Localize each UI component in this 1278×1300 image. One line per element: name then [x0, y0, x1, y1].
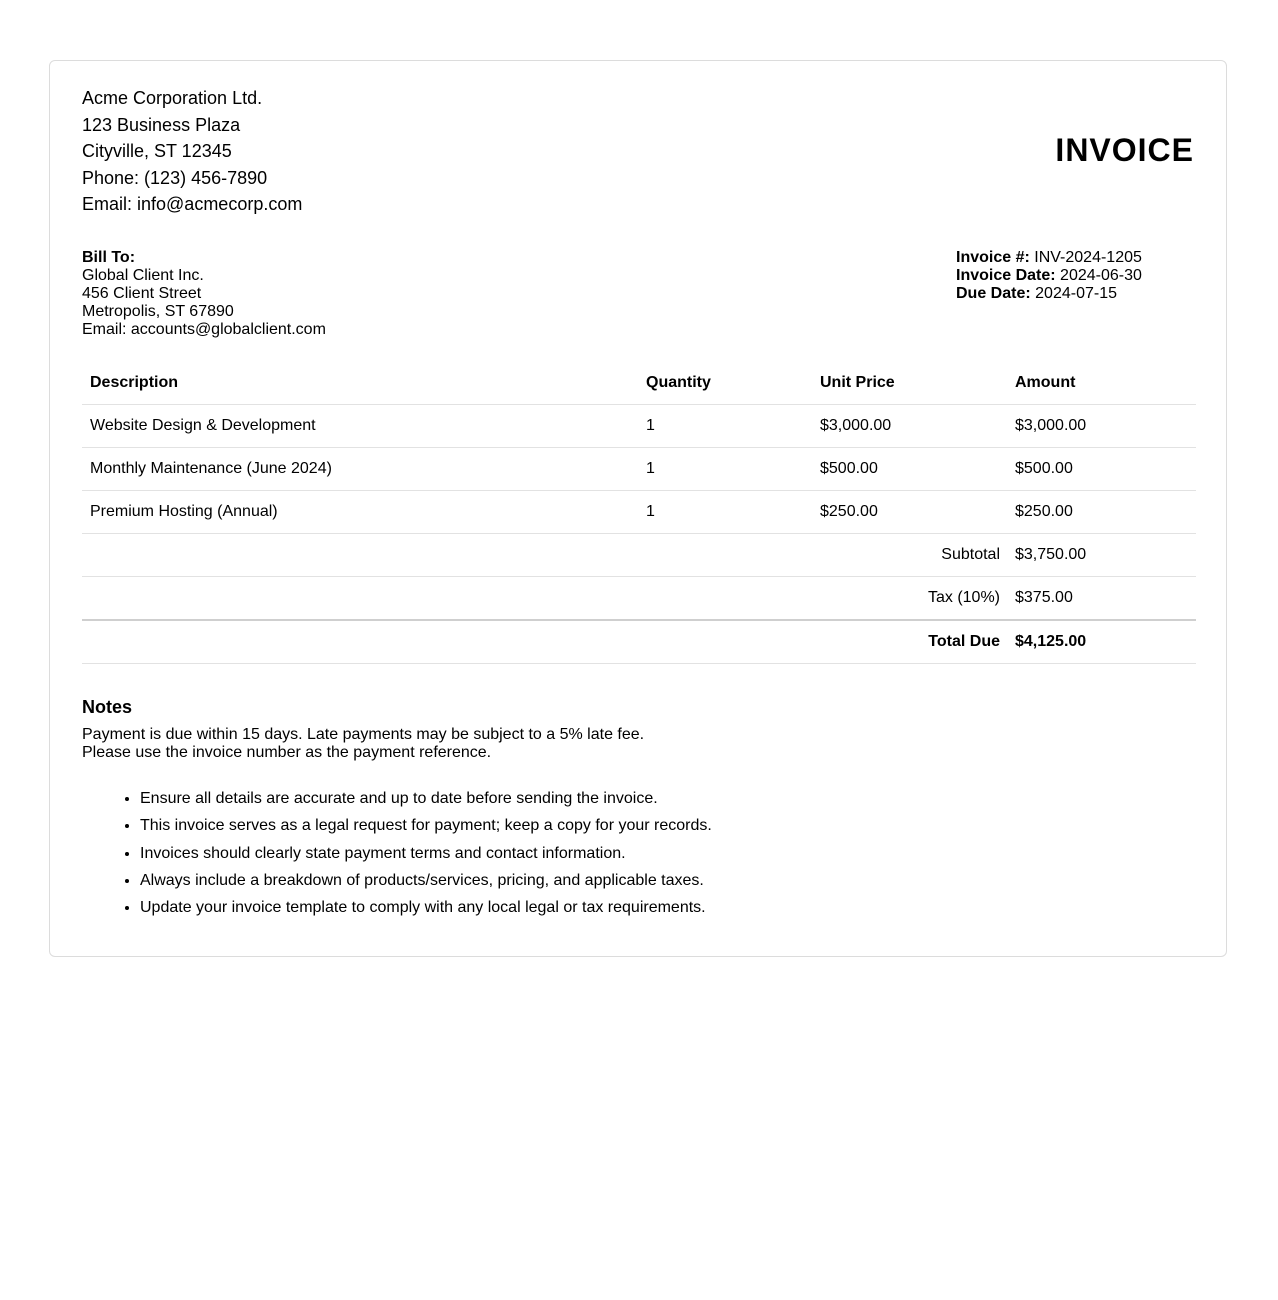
notes-line-1: Payment is due within 15 days. Late payments may be subject to a 5% late fee.	[82, 726, 645, 743]
item-unit-price: $500.00	[812, 448, 1007, 491]
company-address-line2: Cityville, ST 12345	[82, 141, 232, 161]
due-date: 2024-07-15	[1035, 285, 1117, 302]
line-items-table	[82, 362, 1196, 664]
client-address-line1: 456 Client Street	[82, 285, 202, 302]
notes-heading: Notes	[82, 697, 133, 717]
header-amount: Amount	[1007, 362, 1196, 405]
tax-row	[82, 577, 1196, 621]
item-quantity: 1	[638, 405, 812, 448]
list-item: • Update your invoice template to comply with any local legal or tax requirements.	[140, 894, 712, 921]
subtotal-value: $3,750.00	[1007, 534, 1196, 577]
invoice-date-label: Invoice Date:	[956, 267, 1056, 284]
item-quantity: 1	[638, 448, 812, 491]
client-address-line2: Metropolis, ST 67890	[82, 303, 234, 320]
item-amount: $250.00	[1007, 491, 1196, 534]
client-email: Email: accounts@globalclient.com	[82, 321, 326, 338]
company-name: Acme Corporation Ltd.	[82, 88, 263, 108]
item-quantity: 1	[638, 491, 812, 534]
table-row	[82, 491, 1196, 534]
invoice-date: 2024-06-30	[1060, 267, 1142, 284]
item-amount: $500.00	[1007, 448, 1196, 491]
tax-label: Tax (10%)	[82, 577, 1007, 621]
invoice-meta	[956, 249, 1142, 303]
due-date-row	[956, 285, 1142, 303]
item-unit-price: $3,000.00	[812, 405, 1007, 448]
item-description: Website Design & Development	[82, 405, 638, 448]
invoice-card	[49, 60, 1227, 957]
total-value: $4,125.00	[1007, 620, 1196, 664]
table-header-row	[82, 362, 1196, 405]
client-name: Global Client Inc.	[82, 267, 204, 284]
bill-to	[82, 249, 326, 339]
header-description: Description	[82, 362, 638, 405]
company-phone: Phone: (123) 456-7890	[82, 167, 268, 188]
subtotal-label: Subtotal	[82, 534, 1007, 577]
due-date-label: Due Date:	[956, 285, 1031, 302]
header-unit-price: Unit Price	[812, 362, 1007, 405]
subtotal-row	[82, 534, 1196, 577]
company-email: Email: info@acmecorp.com	[82, 194, 303, 214]
invoice-number: INV-2024-1205	[1034, 249, 1142, 266]
tax-value: $375.00	[1007, 577, 1196, 621]
list-item: • This invoice serves as a legal request for payment; keep a copy for your records.	[140, 812, 712, 839]
company-address-line1: 123 Business Plaza	[82, 114, 241, 135]
list-item: • Invoices should clearly state payment terms and contact information.	[140, 840, 712, 867]
notes-list	[82, 785, 712, 921]
company-info	[82, 85, 302, 218]
total-label: Total Due	[82, 620, 1007, 664]
item-description: Premium Hosting (Annual)	[82, 491, 638, 534]
list-item: • Ensure all details are accurate and up to date before sending the invoice.	[140, 785, 712, 812]
invoice-date-row	[956, 267, 1142, 285]
table-row	[82, 448, 1196, 491]
item-unit-price: $250.00	[812, 491, 1007, 534]
notes-line-2: Please use the invoice number as the payment reference.	[82, 744, 492, 761]
item-amount: $3,000.00	[1007, 405, 1196, 448]
list-item: • Always include a breakdown of products/services, pricing, and applicable taxes.	[140, 867, 712, 894]
table-row	[82, 405, 1196, 448]
invoice-number-row	[956, 249, 1142, 267]
notes-text	[82, 726, 644, 762]
item-description: Monthly Maintenance (June 2024)	[82, 448, 638, 491]
header-quantity: Quantity	[638, 362, 812, 405]
total-row	[82, 620, 1196, 664]
bill-to-label: Bill To:	[82, 249, 136, 266]
invoice-number-label: Invoice #:	[956, 249, 1030, 266]
invoice-title: INVOICE	[1055, 132, 1194, 168]
